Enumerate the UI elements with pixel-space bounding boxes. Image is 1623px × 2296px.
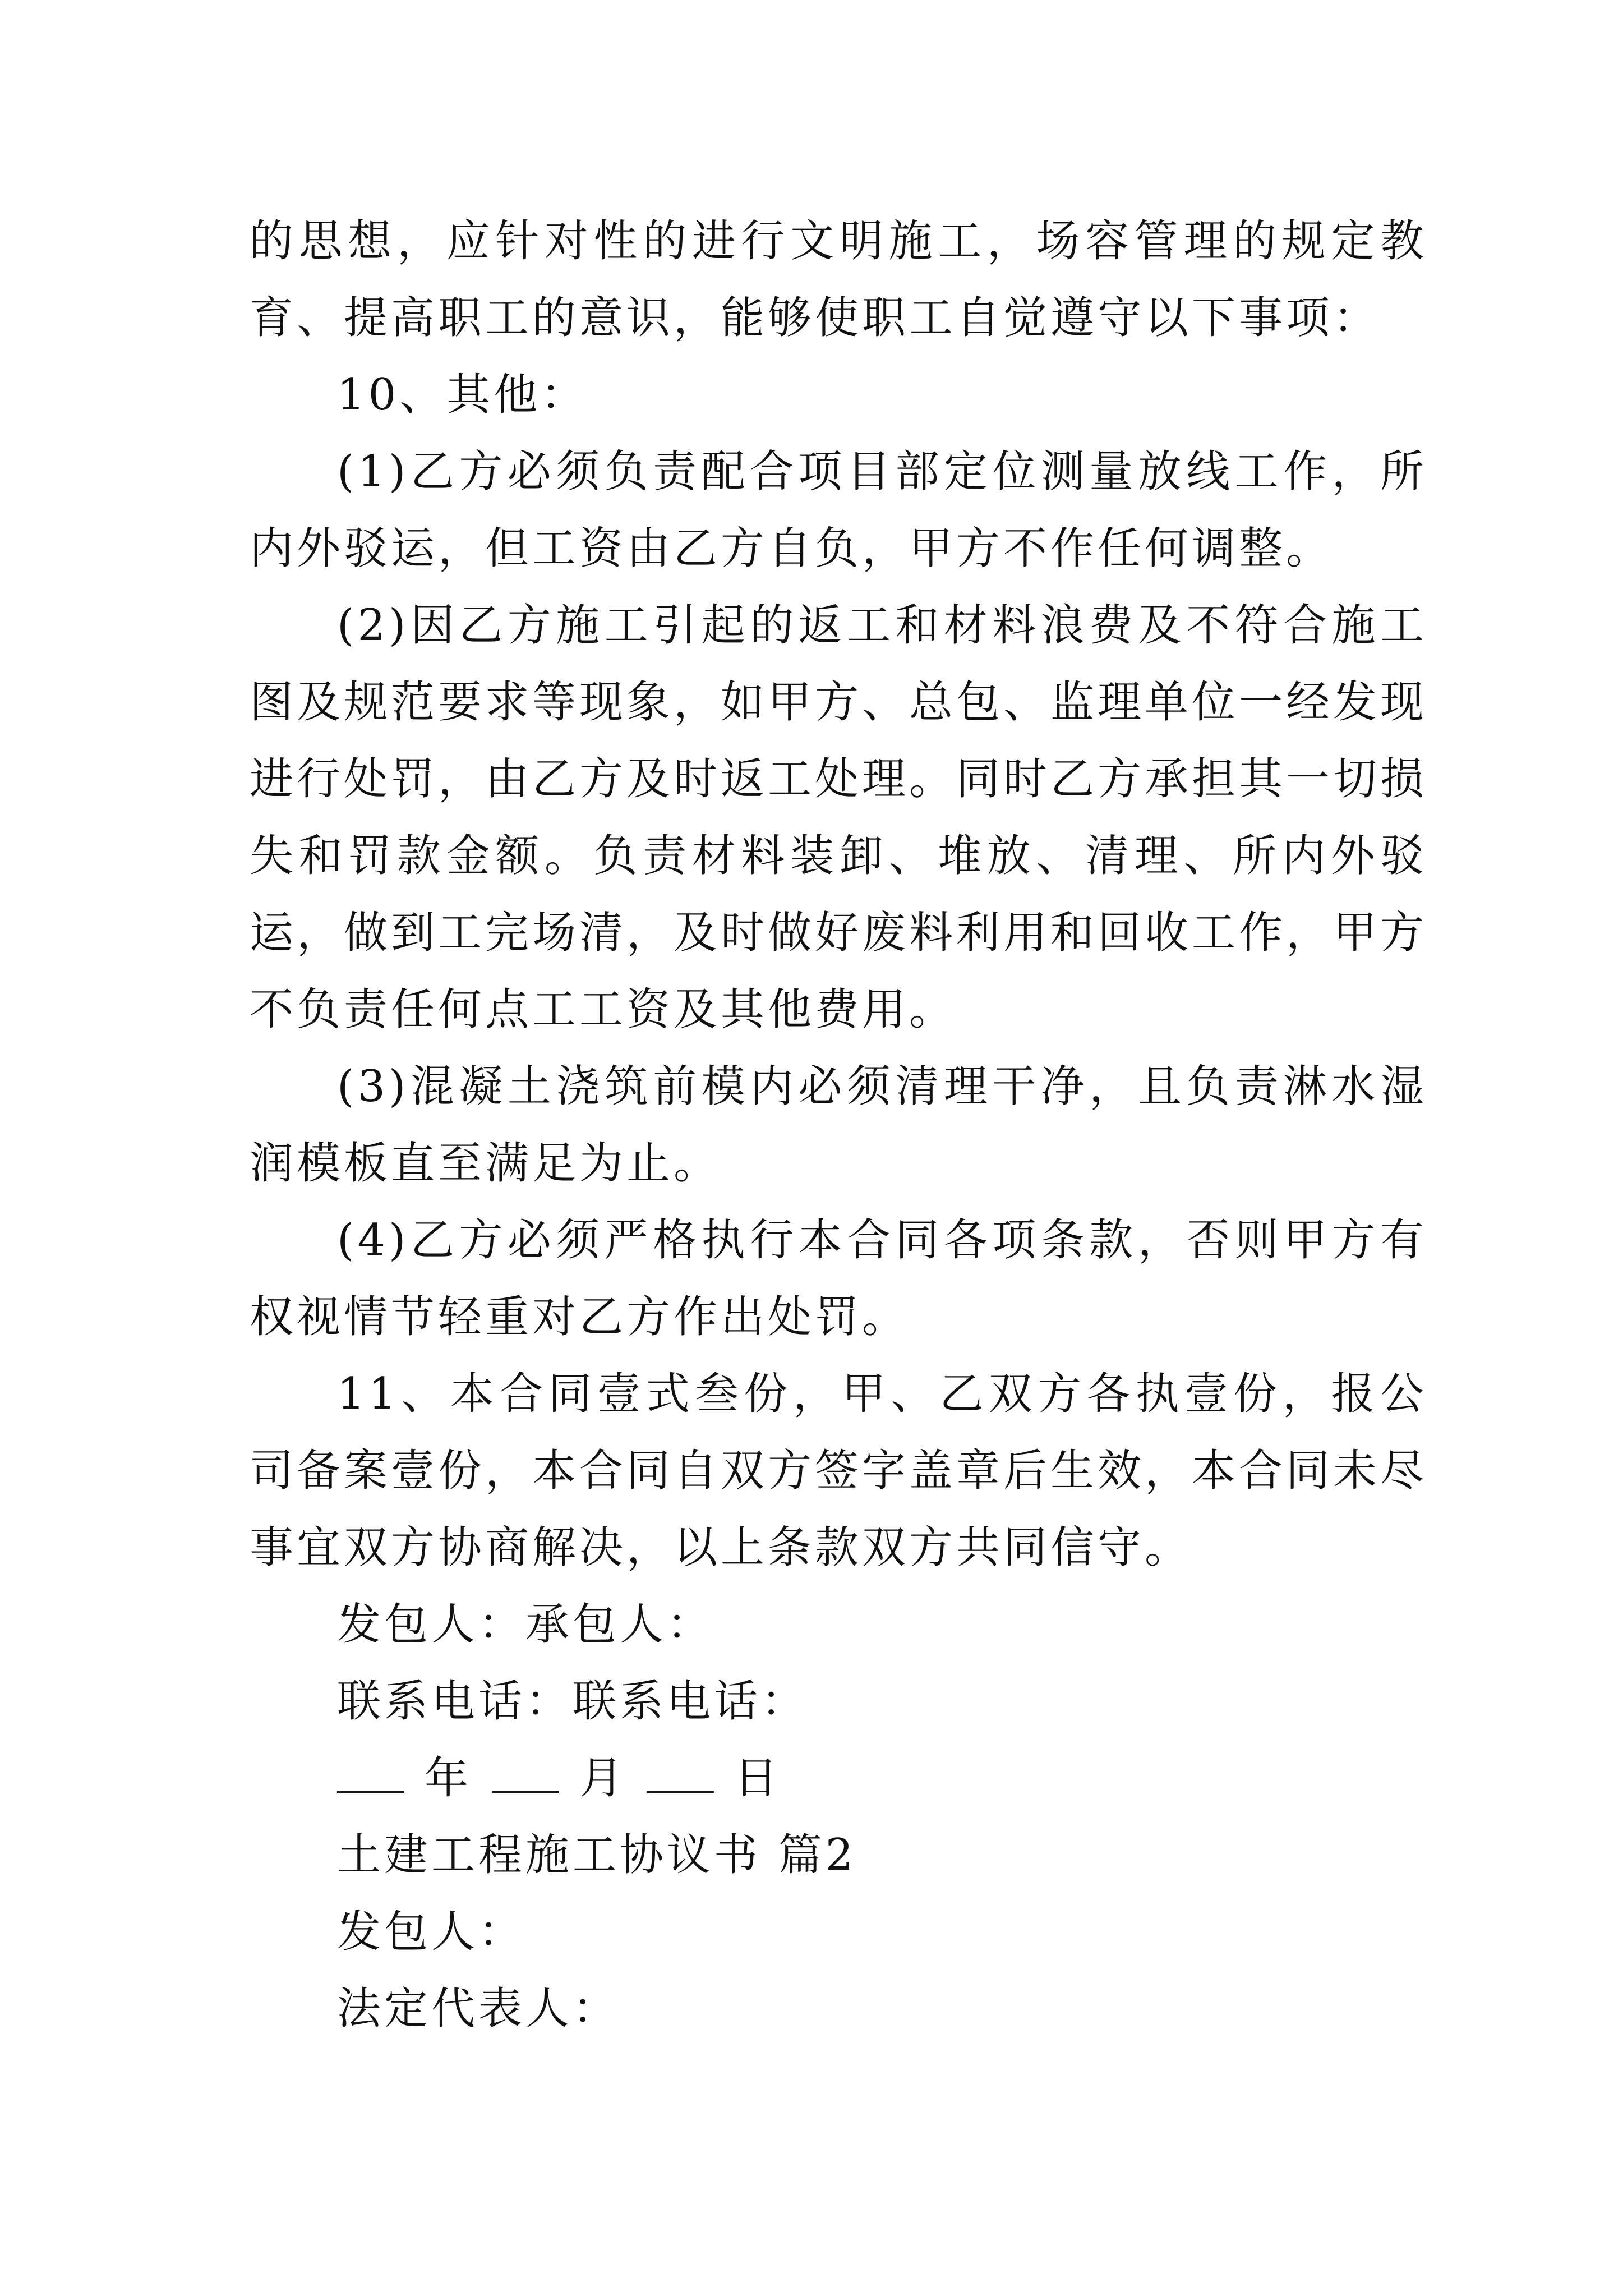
legal-representative-line: 法定代表人： [337, 1984, 620, 2034]
signature-parties-line: 发包人：承包人： [337, 1599, 714, 1650]
day-blank [647, 1757, 714, 1793]
paragraph-subitem-1: (1)乙方必须负责配合项目部定位测量放线工作，所内外驳运，但工资由乙方自负，甲方不作任何调整。 [250, 447, 1427, 574]
section-title: 土建工程施工协议书 篇2 [337, 1830, 857, 1880]
paragraph-subitem-4: (4)乙方必须严格执行本合同各项条款，否则甲方有权视情节轻重对乙方作出处罚。 [250, 1215, 1427, 1342]
date-line [250, 1740, 1427, 1817]
employer-line: 发包人： [337, 1907, 526, 1957]
month-label: 月 [579, 1753, 627, 1803]
paragraph-item-11: 11、本合同壹式叁份，甲、乙双方各执壹份，报公司备案壹份，本合同自双方签字盖章后生效，本合同未尽事宜双方协商解决，以上条款双方共同信守。 [250, 1369, 1428, 1573]
contact-phone-line: 联系电话：联系电话： [337, 1676, 809, 1727]
month-blank [492, 1757, 559, 1793]
year-blank [337, 1757, 404, 1793]
year-label: 年 [425, 1753, 472, 1803]
paragraph-continuation: 的思想，应针对性的进行文明施工，场容管理的规定教育、提高职工的意识，能够使职工自觉遵守以下事项： [250, 216, 1427, 343]
paragraph-subitem-3: (3)混凝土浇筑前模内必须清理干净，且负责淋水湿润模板直至满足为止。 [250, 1061, 1427, 1189]
day-label: 日 [734, 1753, 782, 1803]
paragraph-item-10: 10、其他： [337, 370, 588, 420]
document-body [250, 203, 1427, 2047]
paragraph-subitem-2: (2)因乙方施工引起的返工和材料浪费及不符合施工图及规范要求等现象，如甲方、总包、监理单位一经发现进行处罚，由乙方及时返工处理。同时乙方承担其一切损失和罚款金额。负责材料装卸、堆放、清理、所内外驳运，做到工完场清，及时做好废料利用和回收工作，甲方不负责任何点工工资及其他费用。 [250, 600, 1428, 1035]
